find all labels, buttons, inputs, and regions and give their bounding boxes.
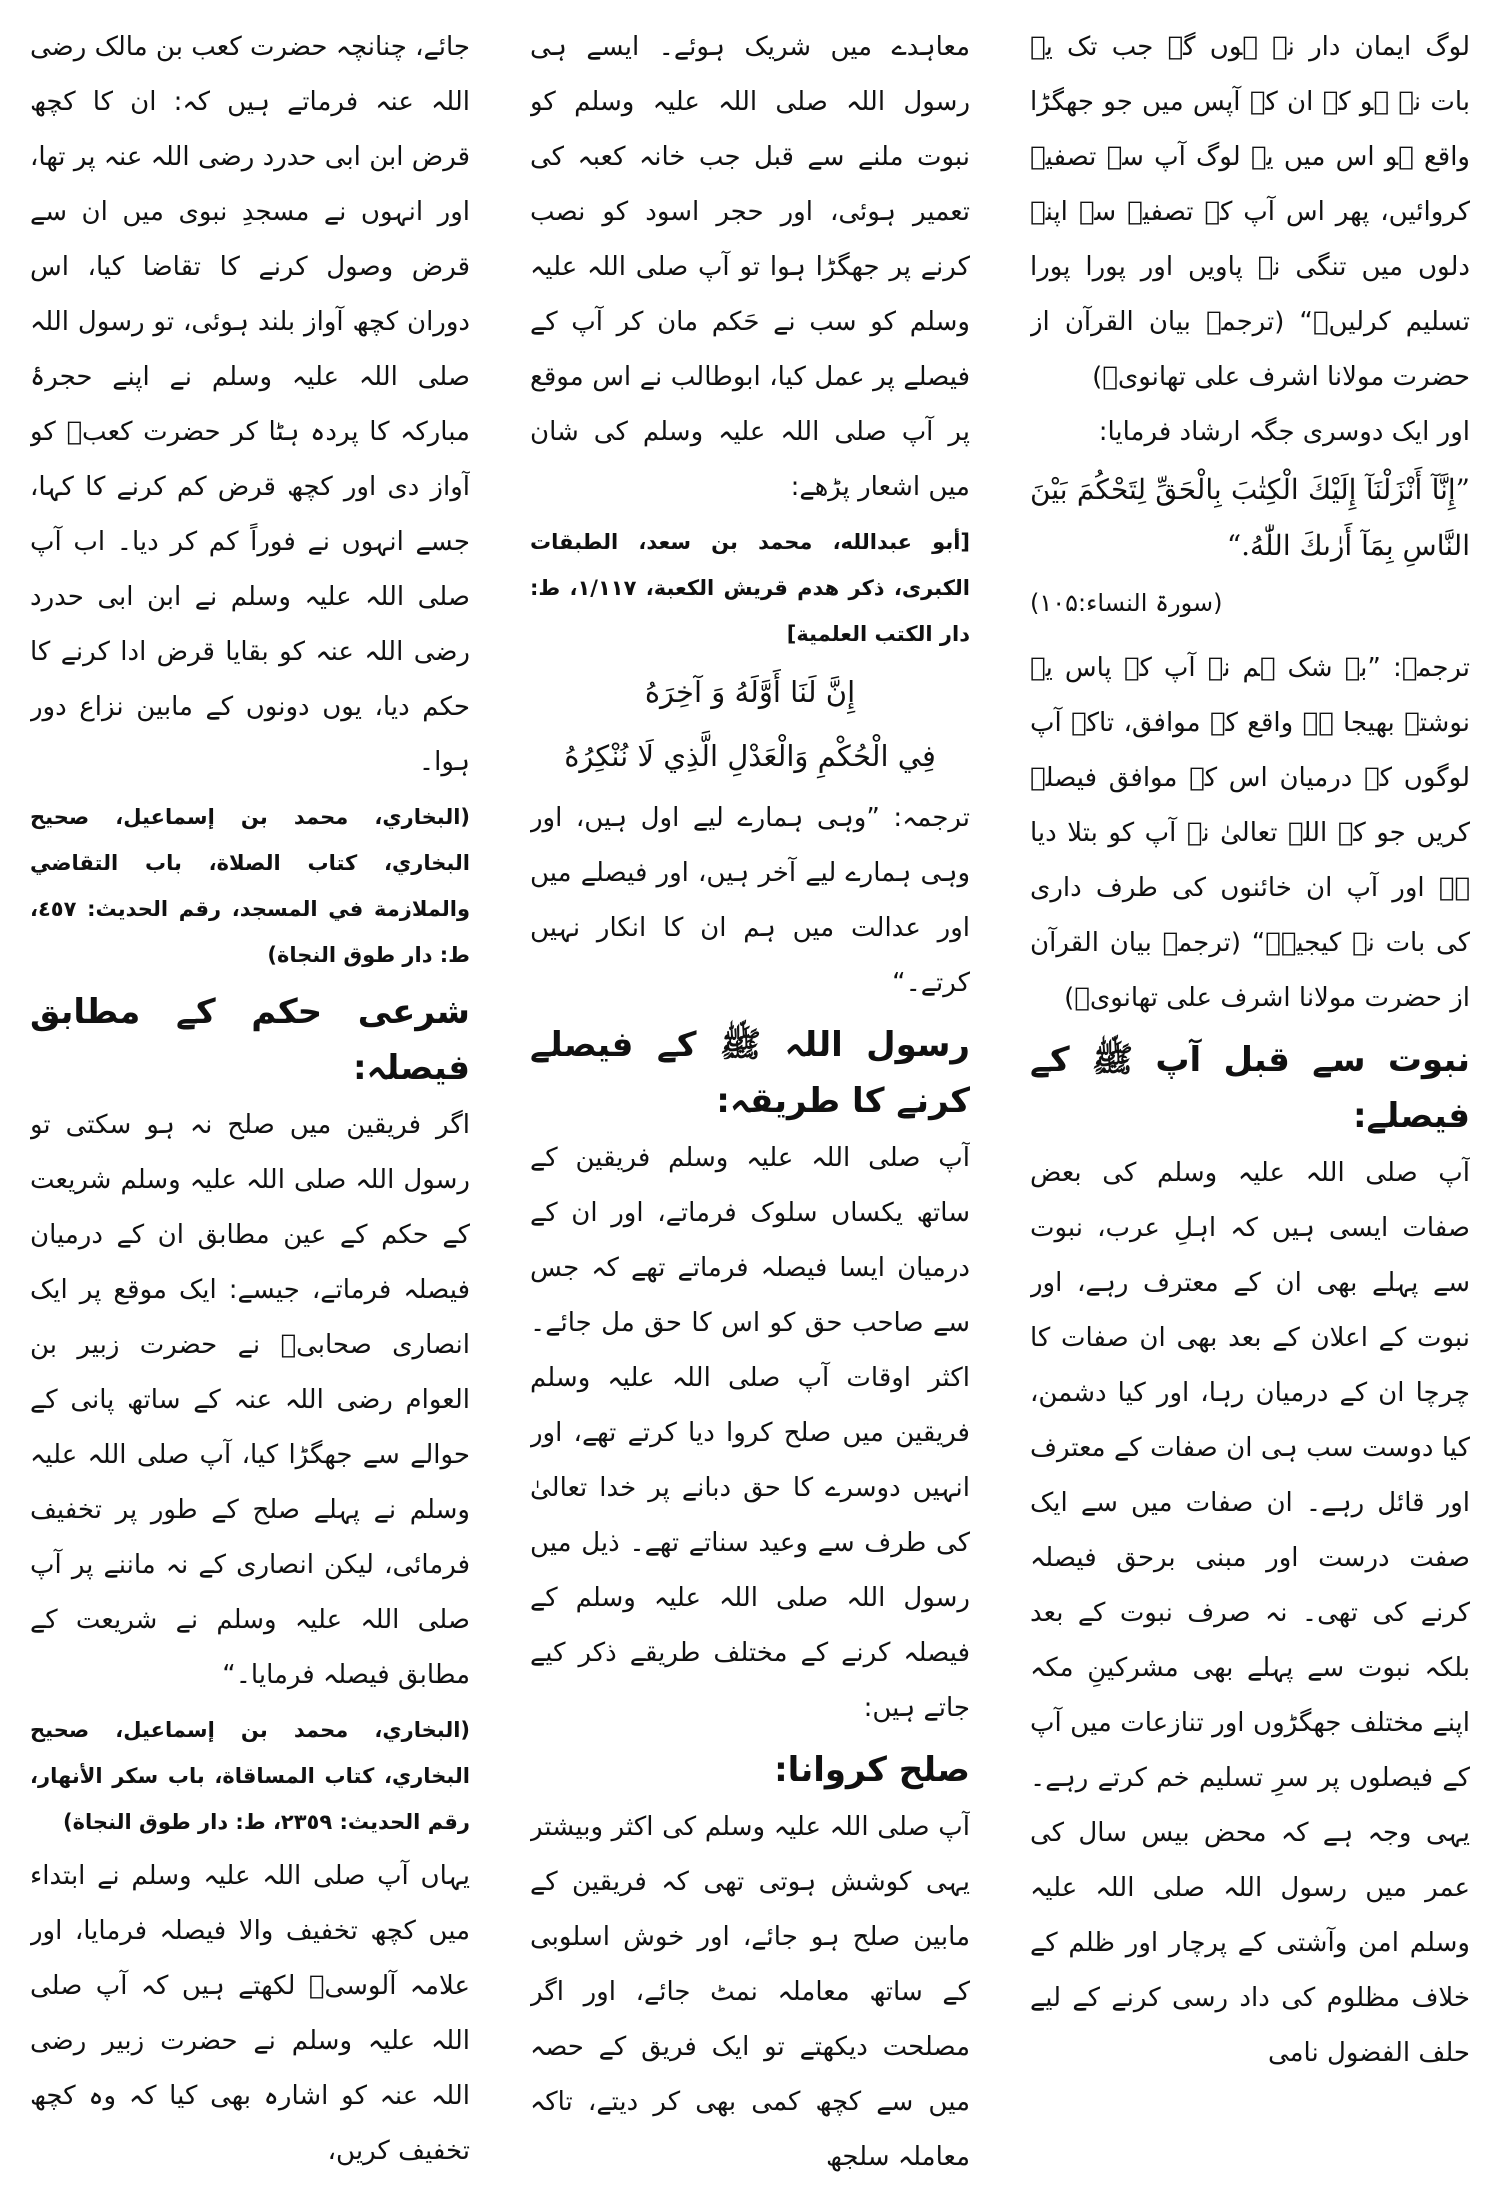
section-heading: صلح کروانا: xyxy=(774,1750,970,1790)
paragraph: اور ایک دوسری جگہ ارشاد فرمایا: xyxy=(1098,417,1470,447)
column-right xyxy=(1030,20,1470,2200)
section-heading: رسول اللہ ﷺ کے فیصلے کرنے کا طریقہ: xyxy=(530,1025,970,1121)
ayah-reference: (سورۃ النساء:۱۰۵) xyxy=(1030,589,1223,617)
paragraph: آپ صلی اللہ علیہ وسلم کی اکثر وبیشتر یہی کوشش ہوتی تھی کہ فریقین کے مابین صلح ہو جائے، اور خوش اسلوبی کے ساتھ معاملہ نمٹ جائے، اور اگر مصلحت دیکھتے تو ایک فریق کے حصہ میں سے کچھ کمی بھی کر دیتے، تاکہ معاملہ سلجھ xyxy=(530,1812,970,2172)
paragraph: ترجمہ: ”بے شک ہم نے آپ کے پاس یہ نوشتہ بھیجا ہے واقع کے موافق، تاکہ آپ لوگوں کے درمیان اس کے موافق فیصلہ کریں جو کہ اللہ تعالیٰ نے آپ کو بتلا دیا ہے اور آپ ان خائنوں کی طرف داری کی بات نہ کیجیے۔“ (ترجمہ بیان القرآن از حضرت مولانا اشرف علی تھانویؒ) xyxy=(1030,653,1470,1013)
column-middle xyxy=(530,20,970,2200)
poetry-verse: إِنَّ لَنَا أَوَّلَهُ وَ آخِرَهُ xyxy=(644,675,856,709)
column-left xyxy=(30,20,470,2200)
section-heading: شرعی حکم کے مطابق فیصلہ: xyxy=(30,992,470,1088)
poetry-verse: فِي الْحُكْمِ وَالْعَدْلِ الَّذِي لَا نُنْكِرُهُ xyxy=(564,739,936,773)
quran-ayah: ”إِنَّآ أَنْزَلْنَآ إِلَيْكَ الْكِتٰبَ بِالْحَقِّ لِتَحْكُمَ بَيْنَ النَّاسِ بِمَآ أَرٰىكَ اللّٰهُ.“ xyxy=(1030,473,1470,562)
paragraph: معاہدے میں شریک ہوئے۔ ایسے ہی رسول اللہ صلی اللہ علیہ وسلم کو نبوت ملنے سے قبل جب خانہ کعبہ کی تعمیر ہوئی، اور حجر اسود کو نصب کرنے پر جھگڑا ہوا تو آپ صلی اللہ علیہ وسلم کو سب نے حَکم مان کر آپ کے فیصلے پر عمل کیا، ابوطالب نے اس موقع پر آپ صلی اللہ علیہ وسلم کی شان میں اشعار پڑھے: xyxy=(530,32,970,502)
citation: (البخاري، محمد بن إسماعيل، صحيح البخاري، كتاب المساقاة، باب سكر الأنهار، رقم الحديث: ٢٣٥٩، ط: دار طوق النجاة) xyxy=(30,1718,470,1834)
citation: (البخاري، محمد بن إسماعيل، صحيح البخاري، كتاب الصلاة، باب التقاضي والملازمة في المسجد، رقم الحديث: ٤٥٧، ط: دار طوق النجاة) xyxy=(30,805,470,967)
section-heading: نبوت سے قبل آپ ﷺ کے فیصلے: xyxy=(1030,1040,1470,1136)
paragraph: اگر فریقین میں صلح نہ ہو سکتی تو رسول اللہ صلی اللہ علیہ وسلم شریعت کے حکم کے عین مطابق ان کے درمیان فیصلہ فرماتے، جیسے: ایک موقع پر ایک انصاری صحابیؓ نے حضرت زبیر بن العوام رضی اللہ عنہ کے ساتھ پانی کے حوالے سے جھگڑا کیا، آپ صلی اللہ علیہ وسلم نے پہلے صلح کے طور پر تخفیف فرمائی، لیکن انصاری کے نہ ماننے پر آپ صلی اللہ علیہ وسلم نے شریعت کے مطابق فیصلہ فرمایا۔“ xyxy=(30,1110,470,1690)
citation: [أبو عبدالله، محمد بن سعد، الطبقات الكبرى، ذكر هدم قريش الكعبة، ١/١١٧، ط: دار الكتب العلمية] xyxy=(530,530,970,646)
paragraph: لوگ ایمان دار نہ ہوں گے جب تک یہ بات نہ ہو کہ ان کے آپس میں جو جھگڑا واقع ہو اس میں یہ لوگ آپ سے تصفیہ کروائیں، پھر اس آپ کے تصفیہ سے اپنے دلوں میں تنگی نہ پاویں اور پورا پورا تسلیم کرلیں۔“ (ترجمہ بیان القرآن از حضرت مولانا اشرف علی تھانویؒ) xyxy=(1030,32,1470,392)
paragraph: یہاں آپ صلی اللہ علیہ وسلم نے ابتداء میں کچھ تخفیف والا فیصلہ فرمایا، اور علامہ آلوسیؒ لکھتے ہیں کہ آپ صلی اللہ علیہ وسلم نے حضرت زبیر رضی اللہ عنہ کو اشارہ بھی کیا کہ وہ کچھ تخفیف کریں، xyxy=(30,1861,470,2166)
paragraph: ترجمہ: ”وہی ہمارے لیے اول ہیں، اور وہی ہمارے لیے آخر ہیں، اور فیصلے میں اور عدالت میں ہم ان کا انکار نہیں کرتے۔“ xyxy=(530,803,970,998)
paragraph: آپ صلی اللہ علیہ وسلم فریقین کے ساتھ یکساں سلوک فرماتے، اور ان کے درمیان ایسا فیصلہ فرماتے تھے کہ جس سے صاحب حق کو اس کا حق مل جائے۔ اکثر اوقات آپ صلی اللہ علیہ وسلم فریقین میں صلح کروا دیا کرتے تھے، اور انہیں دوسرے کا حق دبانے پر خدا تعالیٰ کی طرف سے وعید سناتے تھے۔ ذیل میں رسول اللہ صلی اللہ علیہ وسلم کے فیصلہ کرنے کے مختلف طریقے ذکر کیے جاتے ہیں: xyxy=(530,1143,970,1723)
paragraph: جائے، چنانچہ حضرت کعب بن مالک رضی اللہ عنہ فرماتے ہیں کہ: ان کا کچھ قرض ابن ابی حدرد رضی اللہ عنہ پر تھا، اور انہوں نے مسجدِ نبوی میں ان سے قرض وصول کرنے کا تقاضا کیا، اس دوران کچھ آواز بلند ہوئی، تو رسول اللہ صلی اللہ علیہ وسلم نے اپنے حجرۂ مبارکہ کا پردہ ہٹا کر حضرت کعبؓ کو آواز دی اور کچھ قرض کم کرنے کا کہا، جسے انہوں نے فوراً کم کر دیا۔ اب آپ صلی اللہ علیہ وسلم نے ابن ابی حدرد رضی اللہ عنہ کو بقایا قرض ادا کرنے کا حکم دیا، یوں دونوں کے مابین نزاع دور ہوا۔ xyxy=(30,32,470,777)
paragraph: آپ صلی اللہ علیہ وسلم کی بعض صفات ایسی ہیں کہ اہلِ عرب، نبوت سے پہلے بھی ان کے معترف رہے، اور نبوت کے اعلان کے بعد بھی ان صفات کا چرچا ان کے درمیان رہا، اور کیا دشمن، کیا دوست سب ہی ان صفات کے معترف اور قائل رہے۔ ان صفات میں سے ایک صفت درست اور مبنی برحق فیصلہ کرنے کی تھی۔ نہ صرف نبوت کے بعد بلکہ نبوت سے پہلے بھی مشرکینِ مکہ اپنے مختلف جھگڑوں اور تنازعات میں آپ کے فیصلوں پر سرِ تسلیم خم کرتے رہے۔ یہی وجہ ہے کہ محض بیس سال کی عمر میں رسول اللہ صلی اللہ علیہ وسلم امن وآشتی کے پرچار اور ظلم کے خلاف مظلوم کی داد رسی کرنے کے لیے حلف الفضول نامی xyxy=(1030,1158,1470,2068)
